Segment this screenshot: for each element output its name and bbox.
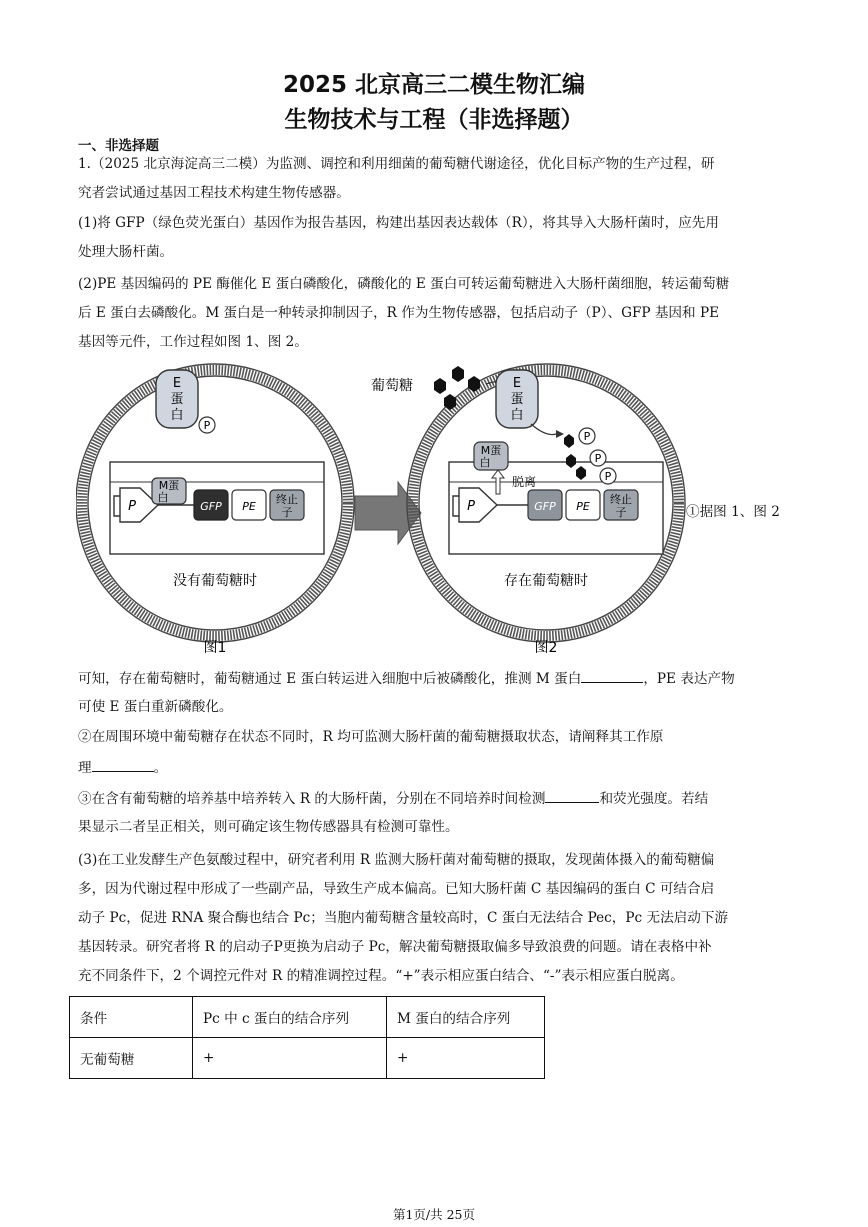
- svg-text:P: P: [128, 499, 136, 514]
- question-part2-line: 基因等元件，工作过程如图 1、图 2。: [78, 334, 308, 350]
- question-intro-line: 1.（2025 北京海淀高三二模）为监测、调控和利用细菌的葡萄糖代谢途径，优化目标产物的生产过程，研: [78, 156, 715, 172]
- glucose-label: 葡萄糖: [371, 378, 413, 394]
- answer-1-line: 可使 E 蛋白重新磷酸化。: [78, 699, 233, 715]
- regulation-table: [69, 996, 545, 1079]
- answer-blank[interactable]: [545, 788, 599, 803]
- answer-2-line: ②在周围环境中葡萄糖存在状态不同时，R 均可监测大肠杆菌的葡萄糖摄取状态，请阐释其工作原: [78, 729, 664, 745]
- question-part1-line: (1)将 GFP（绿色荧光蛋白）基因作为报告基因，构建出基因表达载体（R），将其导入大肠杆菌时，应先用: [78, 215, 719, 231]
- svg-text:PE: PE: [576, 500, 590, 513]
- svg-text:白: 白: [479, 456, 491, 469]
- fig2-label: 图2: [534, 640, 558, 656]
- svg-text:PE: PE: [242, 500, 256, 513]
- svg-text:终止: 终止: [276, 493, 298, 506]
- question-part1-line: 处理大肠杆菌。: [78, 244, 174, 260]
- table-header-cell: M 蛋白的结合序列: [387, 997, 545, 1038]
- svg-text:P: P: [594, 452, 602, 465]
- table-header-cell: Pc 中 c 蛋白的结合序列: [193, 997, 387, 1038]
- fig1-label: 图1: [203, 640, 227, 656]
- question-intro-line: 究者尝试通过基因工程技术构建生物传感器。: [78, 185, 350, 201]
- svg-text:子: 子: [281, 506, 293, 519]
- svg-text:E: E: [172, 376, 182, 391]
- svg-text:GFP: GFP: [200, 500, 222, 513]
- svg-text:P: P: [604, 470, 612, 483]
- e-protein: [156, 370, 215, 433]
- question-part3-line: 动子 Pc，促进 RNA 聚合酶也结合 Pc；当胞内葡萄糖含量较高时，C 蛋白无法结合 Pec，Pc 无法启动下游: [78, 910, 729, 926]
- svg-text:白: 白: [157, 491, 169, 504]
- answer-blank[interactable]: [92, 757, 154, 772]
- page-footer: 第1页/共 25页: [392, 1207, 476, 1222]
- svg-text:E: E: [512, 376, 522, 391]
- answer-1-line: 可知，存在葡萄糖时，葡萄糖通过 E 蛋白转运进入细胞中后被磷酸化，推测 M 蛋白 ，PE 表达产物: [78, 668, 798, 689]
- table-cell: +: [193, 1038, 387, 1079]
- fig1-caption: 没有葡萄糖时: [173, 573, 257, 589]
- gene-construct: [453, 488, 638, 522]
- table-cell: 无葡萄糖: [70, 1038, 193, 1079]
- question-part2-line: 后 E 蛋白去磷酸化。M 蛋白是一种转录抑制因子，R 作为生物传感器，包括启动子（P）、GFP 基因和 PE: [78, 305, 720, 321]
- fig2-caption: 存在葡萄糖时: [504, 573, 588, 589]
- side-note: ①据图 1、图 2: [686, 504, 780, 520]
- svg-text:白: 白: [170, 408, 184, 423]
- answer-blank[interactable]: [581, 668, 643, 683]
- answer-2-line: 理 。: [78, 757, 798, 778]
- e-protein: [496, 370, 538, 428]
- question-part3-line: (3)在工业发酵生产色氨酸过程中，研究者利用 R 监测大肠杆菌对葡萄糖的摄取，发现菌体摄入的葡萄糖偏: [78, 852, 715, 868]
- svg-text:P: P: [203, 419, 211, 432]
- svg-text:P: P: [467, 499, 475, 514]
- question-part2-line: (2)PE 基因编码的 PE 酶催化 E 蛋白磷酸化，磷酸化的 E 蛋白可转运葡萄糖进入大肠杆菌细胞，转运葡萄糖: [78, 276, 730, 292]
- section-heading: 一、非选择题: [78, 138, 159, 154]
- table-cell: +: [387, 1038, 545, 1079]
- svg-text:子: 子: [615, 506, 627, 519]
- question-part3-line: 多，因为代谢过程中形成了一些副产品，导致生产成本偏高。已知大肠杆菌 C 基因编码的蛋白 C 可结合启: [78, 881, 715, 897]
- page-subtitle: 生物技术与工程（非选择题）: [284, 107, 584, 133]
- table-header-cell: 条件: [70, 997, 193, 1038]
- svg-text:脱离: 脱离: [511, 475, 537, 489]
- svg-text:M蛋: M蛋: [158, 479, 180, 492]
- table-row: [70, 1038, 545, 1079]
- svg-text:终止: 终止: [610, 493, 632, 506]
- svg-text:M蛋: M蛋: [480, 444, 502, 457]
- answer-3-line: 果显示二者呈正相关，则可确定该生物传感器具有检测可靠性。: [78, 819, 459, 835]
- svg-text:白: 白: [510, 408, 524, 423]
- svg-text:GFP: GFP: [534, 500, 556, 513]
- svg-text:P: P: [583, 430, 591, 443]
- question-part3-line: 充不同条件下，2 个调控元件对 R 的精准调控过程。“+”表示相应蛋白结合、“-”表示相应蛋白脱离。: [78, 968, 684, 984]
- svg-text:蛋: 蛋: [510, 392, 524, 407]
- table-header-row: [70, 997, 545, 1038]
- page-title: 2025 北京高三二模生物汇编: [282, 72, 586, 98]
- svg-text:蛋: 蛋: [170, 392, 184, 407]
- answer-3-line: ③在含有葡萄糖的培养基中培养转入 R 的大肠杆菌，分别在不同培养时间检测 和荧光强度。若结: [78, 788, 798, 809]
- question-part3-line: 基因转录。研究者将 R 的启动子P更换为启动子 Pc，解决葡萄糖摄取偏多导致浪费的问题。请在表格中补: [78, 939, 712, 955]
